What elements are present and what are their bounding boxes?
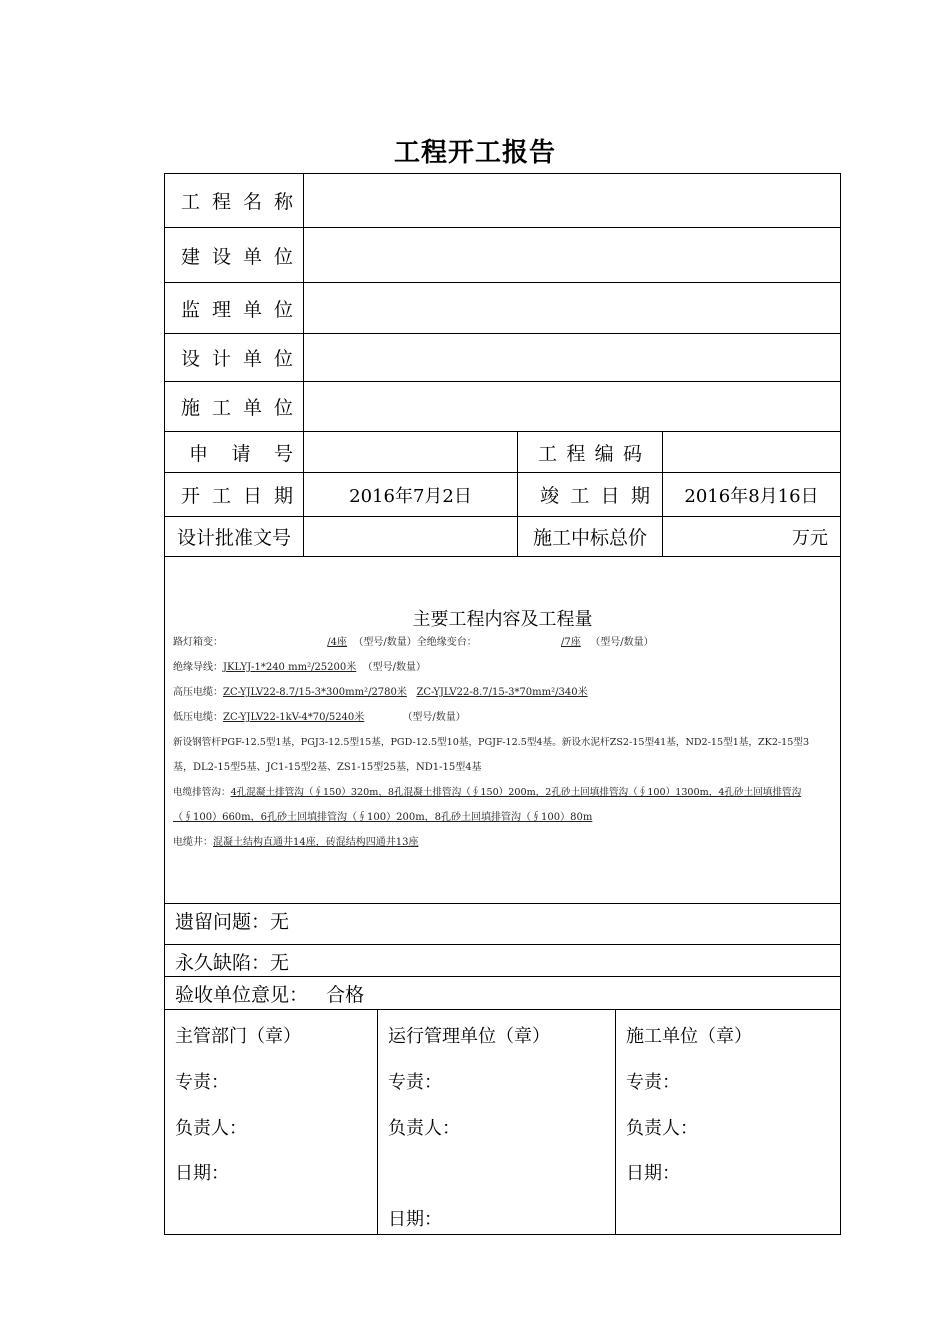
sign-construction-unit-date: 日期： — [626, 1163, 680, 1184]
label-bid-price: 施工中标总价 — [517, 517, 662, 556]
sign-construction-unit — [615, 1010, 840, 1234]
sign-operation-unit-date: 日期： — [388, 1209, 442, 1230]
row-design-unit — [164, 333, 841, 381]
row-supervise-unit — [164, 282, 841, 333]
sign-supervisor-dept — [165, 1010, 377, 1234]
content-line-trench-1: 电缆排管沟：4孔混凝土排管沟（∮150）320m，8孔混凝土排管沟（∮150）200m，2孔砂土回填排管沟（∮100）1300m，4孔砂土回填排管沟 — [173, 787, 802, 798]
value-project-code[interactable] — [662, 432, 840, 472]
content-line-trench-2: （∮100）660m，6孔砂土回填排管沟（∮100）200m，8孔砂土回填排管沟（∮100）80m — [173, 812, 593, 823]
row-project-name — [164, 173, 841, 227]
sign-operation-unit — [377, 1010, 615, 1234]
sign-operation-unit-head: 运行管理单位（章） — [388, 1026, 550, 1047]
value-design-unit[interactable] — [303, 334, 840, 381]
acceptance-opinion — [175, 980, 364, 1007]
main-content-section — [164, 556, 841, 903]
content-line-box-transformer: 路灯箱变： /4座 （型号/数量）全绝缘变台： /7座 （型号/数量） — [173, 637, 654, 648]
sign-supervisor-dept-specialist: 专责： — [175, 1072, 229, 1093]
permanent-defects-text: 永久缺陷：无 — [175, 952, 290, 974]
sign-supervisor-dept-responsible: 负责人： — [175, 1118, 247, 1139]
value-bid-price[interactable]: 万元 — [662, 517, 840, 556]
content-line-poles-2: 基，DL2-15型5基、JC1-15型2基、ZS1-15型25基，ND1-15型4基 — [173, 762, 482, 773]
row-build-unit — [164, 227, 841, 282]
acceptance-opinion-value: 合格 — [326, 984, 365, 1006]
value-supervise-unit[interactable] — [303, 283, 840, 333]
content-line-lv-cable: 低压电缆：ZC-YJLV22-1kV-4*70/5240米 （型号/数量） — [173, 712, 466, 723]
row-permanent-defects — [164, 944, 841, 976]
sign-construction-unit-specialist: 专责： — [626, 1072, 680, 1093]
row-approval — [164, 516, 841, 556]
signature-section — [164, 1009, 841, 1235]
label-build-unit: 建 设 单 位 — [181, 245, 293, 268]
value-end-date[interactable]: 2016年8月16日 — [662, 473, 840, 516]
row-apply-number — [164, 431, 841, 472]
acceptance-opinion-label: 验收单位意见： — [175, 984, 309, 1006]
row-acceptance-opinion — [164, 976, 841, 1009]
label-construct-unit: 施 工 单 位 — [181, 397, 293, 419]
content-line-hv-cable: 高压电缆：ZC-YJLV22-8.7/15-3*300mm²/2780米 ZC-YJLV22-8.7/15-3*70mm²/340米 — [173, 687, 588, 698]
row-dates — [164, 472, 841, 516]
value-project-name[interactable] — [303, 174, 840, 227]
label-supervise-unit: 监 理 单 位 — [181, 298, 293, 321]
value-build-unit[interactable] — [303, 228, 840, 282]
sign-construction-unit-head: 施工单位（章） — [626, 1026, 752, 1047]
sign-supervisor-dept-date: 日期： — [175, 1163, 229, 1184]
content-line-cable-well: 电缆井：混凝土结构直通井14座，砖混结构四通井13座 — [173, 837, 419, 848]
label-project-name: 工 程 名 称 — [181, 191, 293, 213]
content-line-poles-1: 新设钢管杆PGF-12.5型1基，PGJ3-12.5型15基，PGD-12.5型10基，PGJF-12.5型4基。新设水泥杆ZS2-15型41基，ND2-15型1基，ZK2-15型3 — [173, 737, 810, 748]
content-heading: 主要工程内容及工程量 — [412, 609, 593, 630]
sign-construction-unit-responsible: 负责人： — [626, 1118, 698, 1139]
value-construct-unit[interactable] — [303, 382, 840, 431]
sign-operation-unit-specialist: 专责： — [388, 1072, 442, 1093]
remaining-issues-text: 遗留问题：无 — [175, 911, 290, 933]
label-project-code: 工 程 编 码 — [517, 432, 662, 472]
sign-supervisor-dept-head: 主管部门（章） — [175, 1026, 301, 1047]
label-design-unit: 设 计 单 位 — [181, 348, 293, 370]
content-line-insulated-wire: 绝缘导线：JKLYJ-1*240 mm²/25200米 （型号/数量） — [173, 662, 426, 673]
label-apply-number: 申 请 号 — [189, 442, 293, 465]
row-remaining-issues — [164, 903, 841, 944]
label-end-date: 竣 工 日 期 — [517, 473, 662, 516]
label-start-date: 开 工 日 期 — [181, 485, 293, 507]
sign-operation-unit-responsible: 负责人： — [388, 1118, 460, 1139]
label-approval-number: 设计批准文号 — [176, 527, 291, 549]
value-approval-number[interactable] — [303, 517, 517, 556]
page-title: 工程开工报告 — [393, 138, 556, 168]
value-apply-number[interactable] — [303, 432, 517, 472]
value-start-date[interactable]: 2016年7月2日 — [303, 473, 517, 516]
row-construct-unit — [164, 381, 841, 431]
